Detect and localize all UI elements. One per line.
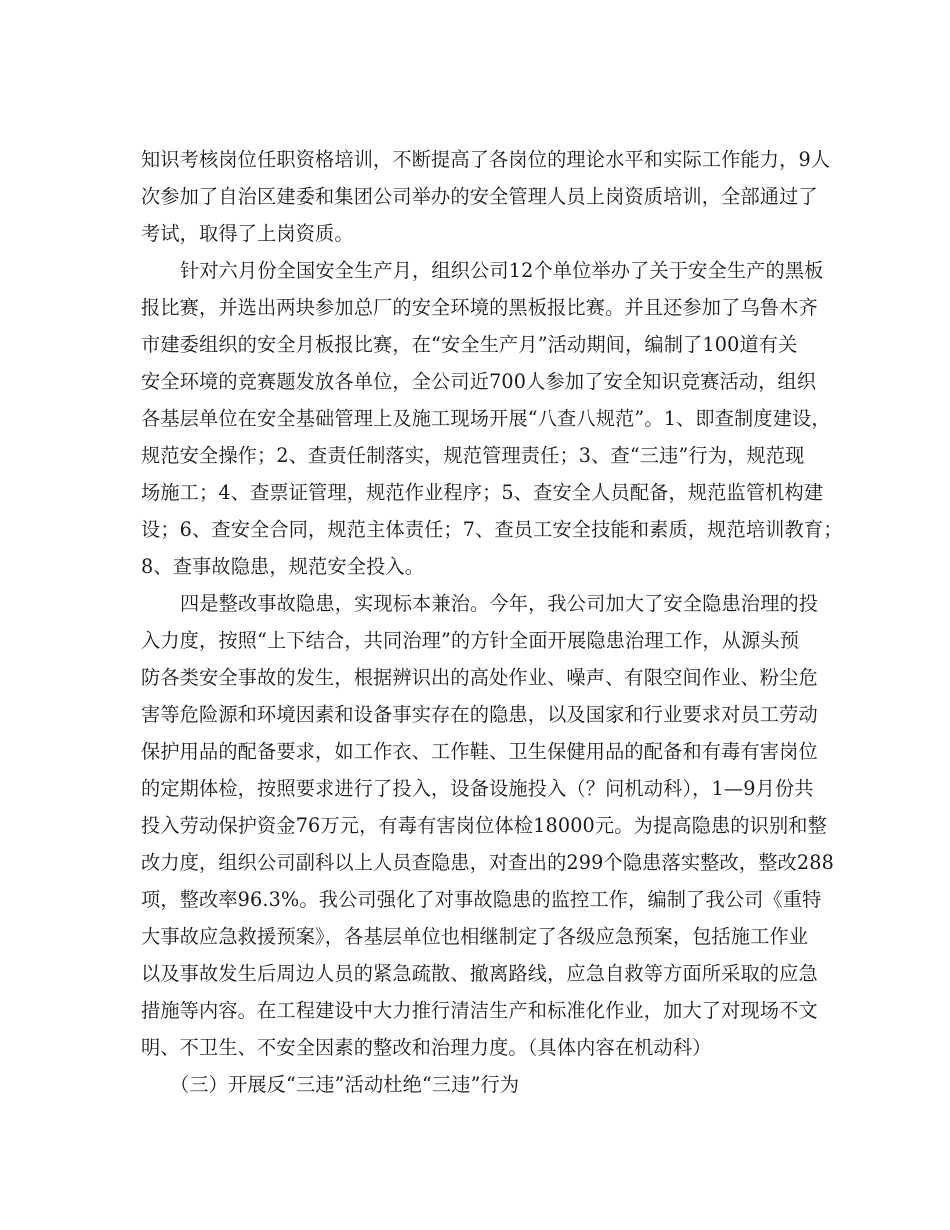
- text-line: 知识考核岗位任职资格培训，不断提高了各岗位的理论水平和实际工作能力，9人: [141, 148, 831, 171]
- text-line: 保护用品的配备要求，如工作衣、工作鞋、卫生保健用品的配备和有毒有害岗位: [141, 740, 818, 763]
- text-line: 报比赛，并选出两块参加总厂的安全环境的黑板报比赛。并且还参加了乌鲁木齐: [141, 296, 818, 319]
- text-line: 入力度，按照“上下结合，共同治理”的方针全面开展隐患治理工作，从源头预: [141, 629, 800, 652]
- text-line: 设；6、查安全合同，规范主体责任；7、查员工安全技能和素质，规范培训教育；: [141, 518, 843, 541]
- text-line: 场施工；4、查票证管理，规范作业程序；5、查安全人员配备，规范监管机构建: [141, 481, 824, 504]
- paragraph-first-line: 四是整改事故隐患，实现标本兼治。今年，我公司加大了安全隐患治理的投: [180, 592, 819, 615]
- text-line: 的定期体检，按照要求进行了投入，设备设施投入（？问机动科），1—9月份共: [141, 777, 814, 800]
- text-line: 市建委组织的安全月板报比赛，在“安全生产月”活动期间，编制了100道有关: [141, 333, 798, 356]
- text-line: 大事故应急救援预案》，各基层单位也相继制定了各级应急预案，包括施工作业: [141, 925, 809, 948]
- text-line: 防各类安全事故的发生，根据辨识出的高处作业、噪声、有限空间作业、粉尘危: [141, 666, 818, 689]
- text-line: 明、不卫生、不安全因素的整改和治理力度。（具体内容在机动科）: [141, 1036, 712, 1059]
- text-line: 项，整改率96.3%。我公司强化了对事故隐患的监控工作，编制了我公司《重特: [141, 888, 822, 911]
- text-line: 以及事故发生后周边人员的紧急疏散、撤离路线，应急自救等方面所采取的应急: [141, 962, 818, 985]
- text-line: 改力度，组织公司副科以上人员查隐患，对查出的299个隐患落实整改，整改288: [141, 851, 834, 874]
- text-line: 考试，取得了上岗资质。: [141, 222, 354, 245]
- text-line: 投入劳动保护资金76万元，有毒有害岗位体检18000元。为提高隐患的识别和整: [141, 814, 827, 837]
- paragraph-first-line: 针对六月份全国安全生产月，组织公司12个单位举办了关于安全生产的黑板: [180, 259, 824, 282]
- section-heading: （三）开展反“三违”活动杜绝“三违”行为: [170, 1073, 520, 1096]
- text-line: 次参加了自治区建委和集团公司举办的安全管理人员上岗资质培训，全部通过了: [141, 185, 818, 208]
- text-line: 各基层单位在安全基础管理上及施工现场开展“八查八规范”。1、即查制度建设，: [141, 407, 831, 430]
- text-line: 8、查事故隐患，规范安全投入。: [141, 555, 425, 578]
- text-line: 害等危险源和环境因素和设备事实存在的隐患，以及国家和行业要求对员工劳动: [141, 703, 818, 726]
- text-line: 安全环境的竞赛题发放各单位，全公司近700人参加了安全知识竞赛活动，组织: [141, 370, 817, 393]
- text-line: 规范安全操作；2、查责任制落实，规范管理责任；3、查“三违”行为，规范现: [141, 444, 805, 467]
- text-line: 措施等内容。在工程建设中大力推行清洁生产和标准化作业，加大了对现场不文: [141, 999, 818, 1022]
